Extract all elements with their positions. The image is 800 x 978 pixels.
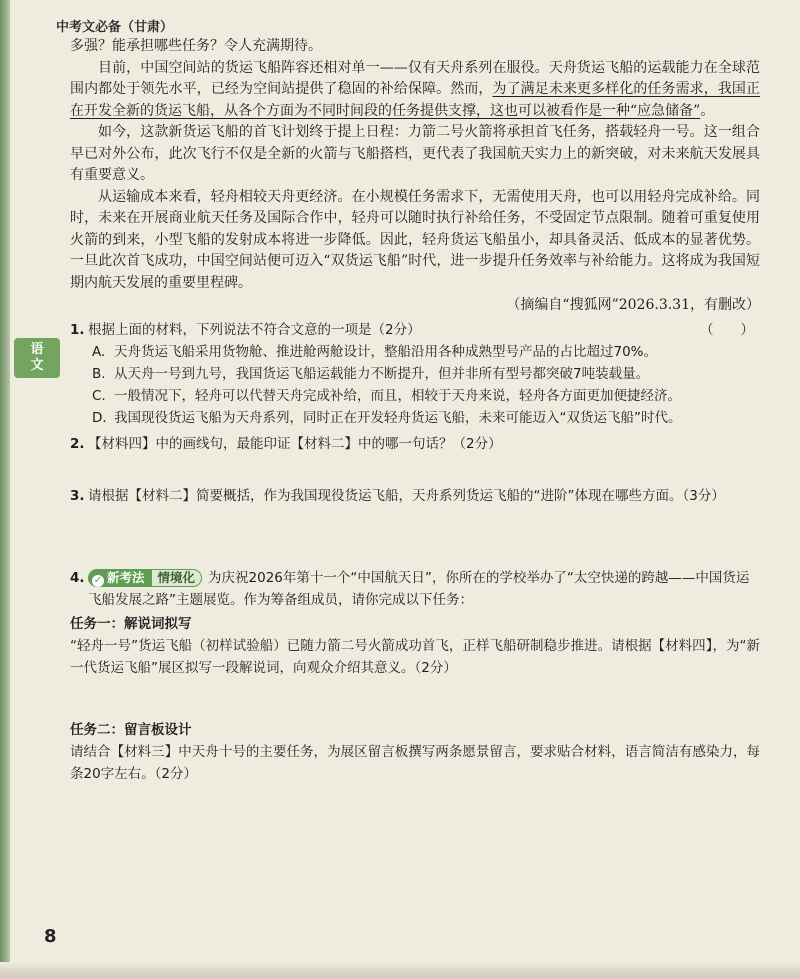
article-paragraph-0: 多强？能承担哪些任务？令人充满期待。 <box>70 38 322 54</box>
page-content <box>70 36 760 785</box>
task-2-text: 请结合【材料三】中天舟十号的主要任务，为展区留言板撰写两条愿景留言，要求贴合材料，语言简洁有感染力，每条20字左右。（2分） <box>70 743 760 782</box>
side-tab-char-1: 语 <box>30 342 44 357</box>
question-2-number: 2. <box>70 435 85 452</box>
task-1-text: “轻舟一号”货运飞船（初样试验船）已随力箭二号火箭成功首飞，正样飞船研制稳步推进。请根据【材料四】，为“新一代货运飞船”展区拟写一段解说词，向观众介绍其意义。（2分） <box>70 637 760 676</box>
option-b-letter: B. <box>92 365 106 382</box>
option-d <box>92 407 760 429</box>
option-c <box>92 385 760 407</box>
option-c-text: 一般情况下，轻舟可以代替天舟完成补给，而且，相较于天舟来说，轻舟各方面更加便捷经济。 <box>114 387 681 404</box>
option-d-letter: D. <box>92 409 107 426</box>
question-1-stem-text: 根据上面的材料，下列说法不符合文意的一项是（2分） <box>88 321 421 338</box>
question-4-head <box>70 567 760 611</box>
question-3-head <box>70 485 760 507</box>
question-4 <box>70 567 760 785</box>
article-paragraph-1 <box>70 58 760 123</box>
option-b <box>92 363 760 385</box>
question-1 <box>70 319 760 429</box>
task-2-title: 任务二：留言板设计 <box>70 721 192 738</box>
check-icon: ✓ <box>93 574 103 586</box>
page-binding-edge <box>0 0 10 978</box>
scenario-tag: 情境化 <box>151 569 203 587</box>
side-tab-char-2: 文 <box>30 358 44 373</box>
article-paragraph-3: 从运输成本来看，轻舟相较天舟更经济。在小规模任务需求下，无需使用天舟，也可以用轻舟完成补给。同时，未来在开展商业航天任务及国际合作中，轻舟可以随时执行补给任务，不受固定节点限制。随着可重复使用火箭的到来，小型飞船的发射成本将进一步降低。因此，轻舟货运飞船虽小，却具备灵活、低成本的显著优势。一旦此次首飞成功，中国空间站便可迈入“双货运飞船”时代，进一步提升任务效率与补给能力。这将成为我国短期内航天发展的重要里程碑。 <box>70 188 760 291</box>
book-title: 中考文必备（甘肃） <box>56 20 174 35</box>
subject-side-tab <box>14 338 60 378</box>
new-exam-tag <box>88 569 151 587</box>
underlined-sentence: 为了满足未来更多样化的任务需求，我国正在开发全新的货运飞船，从各个方面为不同时间段的任务提供支撑，这也可以被看作是一种“应急储备” <box>70 81 760 119</box>
question-3-number: 3. <box>70 487 85 504</box>
article-source: （摘编自“搜狐网”2026.3.31，有删改） <box>506 297 760 313</box>
article-paragraph-2: 如今，这款新货运飞船的首飞计划终于提上日程：力箭二号火箭将承担首飞任务，搭载轻舟一号。这一组合早已对外公布，此次飞行不仅是全新的火箭与飞船搭档，更代表了我国航天实力上的新突破，对未来航天发展具有重要意义。 <box>70 124 760 183</box>
question-1-stem <box>88 319 760 341</box>
question-1-head <box>70 319 760 341</box>
article-p1-end: 。 <box>700 102 715 119</box>
page-number: 8 <box>44 926 57 947</box>
option-c-letter: C. <box>92 387 106 404</box>
question-4-number: 4. <box>70 569 85 586</box>
new-exam-tag-label: 新考法 <box>107 569 145 585</box>
question-3-stem: 请根据【材料二】简要概括，作为我国现役货运飞船，天舟系列货运飞船的“进阶”体现在哪些方面。（3分） <box>88 487 725 504</box>
question-2-head <box>70 433 760 455</box>
question-3 <box>70 485 760 507</box>
question-1-number: 1. <box>70 321 85 338</box>
question-2 <box>70 433 760 455</box>
option-d-text: 我国现役货运飞船为天舟系列，同时正在开发轻舟货运飞船，未来可能迈入“双货运飞船”时代。 <box>114 409 682 426</box>
article-p1-text: 目前，中国空间站的货运飞船阵容还相对单一——仅有天舟系列在服役。天舟货运飞船的运载能力在全球范围内都处于领先水平，已经为空间站提供了稳固的补给保障。然而， <box>70 59 760 97</box>
question-2-stem: 【材料四】中的画线句，最能印证【材料二】中的哪一句话？（2分） <box>88 435 502 452</box>
question-4-stem-wrap <box>88 567 760 611</box>
task-1-title: 任务一：解说词拟写 <box>70 615 192 632</box>
option-a <box>92 341 760 363</box>
answer-paren: （ ） <box>700 321 754 338</box>
option-a-letter: A. <box>92 343 106 360</box>
option-a-text: 天舟货运飞船采用货物舱、推进舱两舱设计，整船沿用各种成熟型号产品的占比超过70%。 <box>114 343 658 360</box>
reading-material <box>70 36 760 317</box>
question-4-stem: 为庆祝2026年第十一个“中国航天日”，你所在的学校举办了“太空快递的跨越——中国货运飞船发展之路”主题展览。作为筹备组成员，请你完成以下任务： <box>88 569 750 608</box>
option-b-text: 从天舟一号到九号，我国货运飞船运载能力不断提升，但并非所有型号都突破7吨装载量。 <box>114 365 650 382</box>
page-bottom-shadow <box>0 962 800 978</box>
